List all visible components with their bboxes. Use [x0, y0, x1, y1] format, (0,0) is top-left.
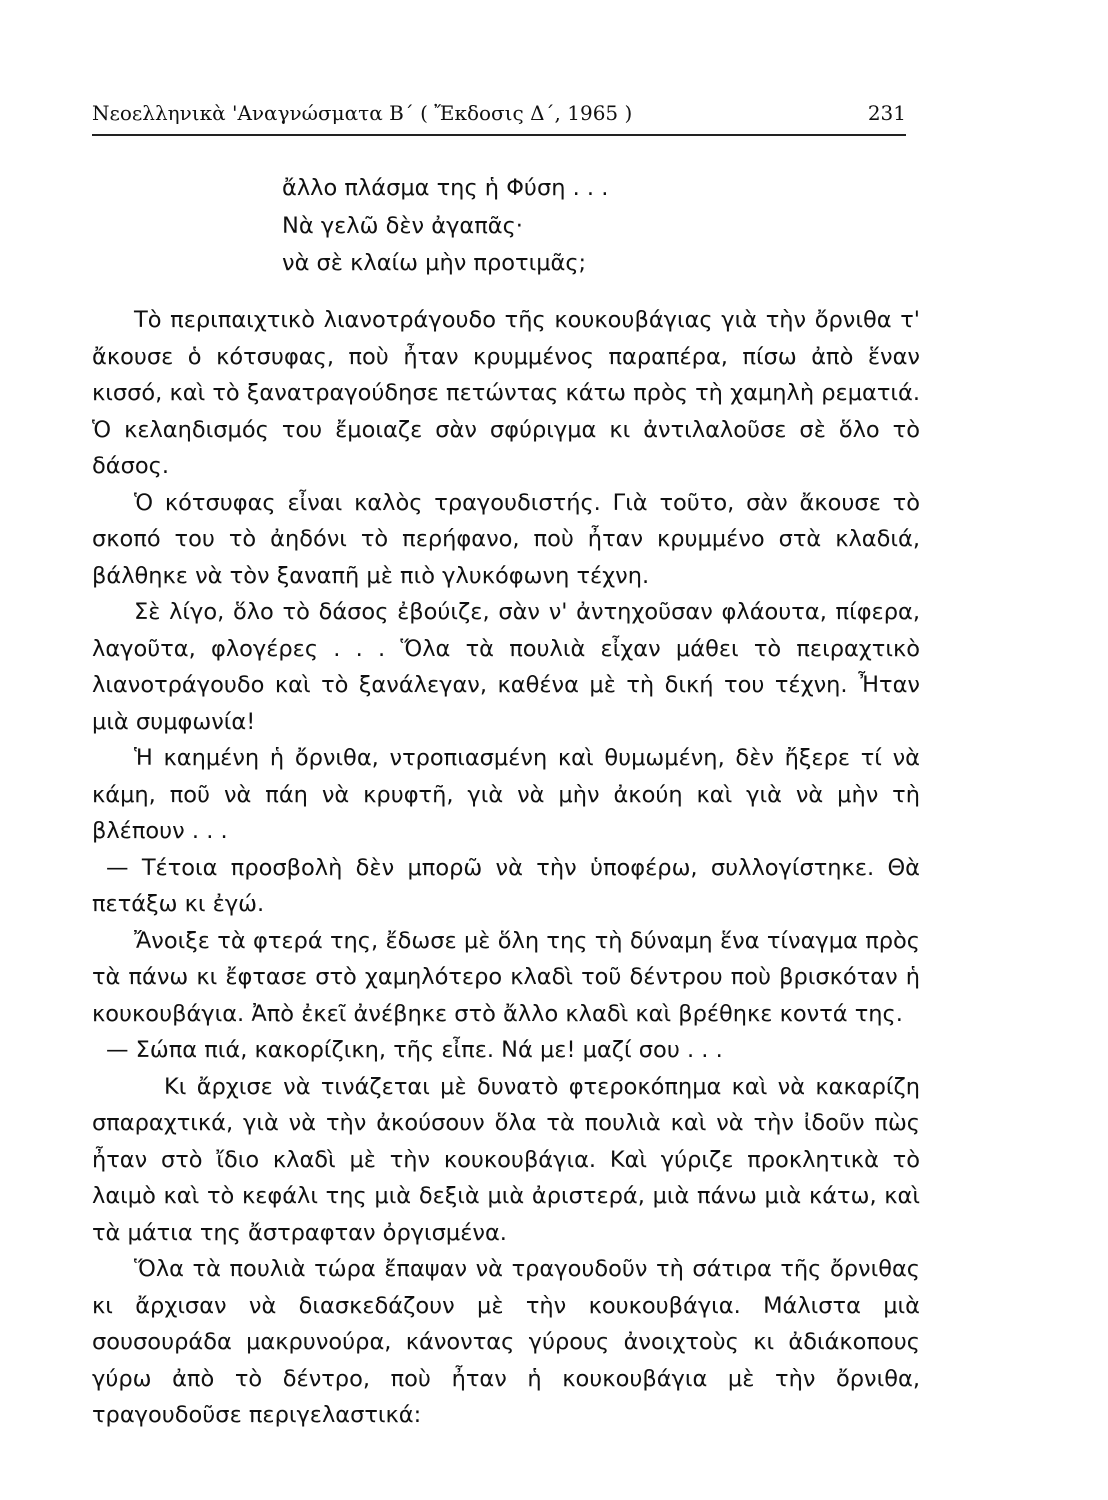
running-title: Νεοελληνικὰ 'Αναγνώσματα Β΄ ( Ἔκδοσις Δ΄, 1965 )	[92, 101, 633, 125]
verse-line: νὰ σὲ κλαίω μὴν προτιμᾶς;	[282, 250, 587, 276]
paragraph: Ἡ καημένη ἡ ὄρνιθα, ντροπιασμένη καὶ θυμωμένη, δὲν ἤξερε τί νὰ κάμη, ποῦ νὰ πάη νὰ κρυφτῆ, γιὰ νὰ μὴν ἀκούη καὶ γιὰ νὰ μὴν τὴ βλέπουν . . .	[92, 745, 920, 844]
paragraph: Τὸ περιπαιχτικὸ λιανοτράγουδο τῆς κουκουβάγιας γιὰ τὴν ὄρνιθα τ' ἄκουσε ὁ κότσυφας, ποὺ ἦταν κρυμμένος παραπέρα, πίσω ἀπὸ ἕναν κισσό, καὶ τὸ ξανατραγούδησε πετώντας κάτω πρὸς τὴ χαμηλὴ ρεματιά. Ὁ κελαηδισμός του ἔμοιαζε σὰν σφύριγμα κι ἀντιλαλοῦσε σὲ ὅλο τὸ δάσος.	[92, 307, 920, 479]
body-text	[92, 302, 920, 1434]
dialogue-line: — Σώπα πιά, κακορίζικη, τῆς εἶπε. Νά με! μαζί σου . . .	[106, 1037, 723, 1063]
running-header	[92, 96, 906, 130]
verse-block	[282, 170, 842, 283]
paragraph: Ἄνοιξε τὰ φτερά της, ἔδωσε μὲ ὅλη της τὴ δύναμη ἕνα τίναγμα πρὸς τὰ πάνω κι ἔφτασε στὸ χαμηλότερο κλαδὶ τοῦ δέντρου ποὺ βρισκόταν ἡ κουκουβάγια. Ἀπὸ ἐκεῖ ἀνέβηκε στὸ ἄλλο κλαδὶ καὶ βρέθηκε κοντά της.	[92, 927, 920, 1027]
paragraph: Ὁ κότσυφας εἶναι καλὸς τραγουδιστής. Γιὰ τοῦτο, σὰν ἄκουσε τὸ σκοπό του τὸ ἀηδόνι τὸ περήφανο, ποὺ ἦταν κρυμμένο στὰ κλαδιά, βάλθηκε νὰ τὸν ξαναπῆ μὲ πιὸ γλυκόφωνη τέχνη.	[92, 489, 920, 589]
paragraph: Σὲ λίγο, ὅλο τὸ δάσος ἐβούιζε, σὰν ν' ἀντηχοῦσαν φλάουτα, πίφερα, λαγοῦτα, φλογέρες . . . Ὅλα τὰ πουλιὰ εἶχαν μάθει τὸ πειραχτικὸ λιανοτράγουδο καὶ τὸ ξανάλεγαν, καθένα μὲ τὴ δική του τέχνη. Ἦταν μιὰ συμφωνία!	[92, 599, 920, 735]
page-number: 231	[867, 101, 906, 125]
paragraph: Κι ἄρχισε νὰ τινάζεται μὲ δυνατὸ φτεροκόπημα καὶ νὰ κακαρίζη σπαραχτικά, γιὰ νὰ τὴν ἀκούσουν ὅλα τὰ πουλιὰ καὶ νὰ τὴν ἰδοῦν πὼς ἦταν στὸ ἴδιο κλαδὶ μὲ τὴν κουκουβάγια. Καὶ γύριζε προκλητικὰ τὸ λαιμὸ καὶ τὸ κεφάλι της μιὰ δεξιὰ μιὰ ἀριστερά, μιὰ πάνω μιὰ κάτω, καὶ τὰ μάτια της ἄστραφταν ὀργισμένα.	[92, 1073, 920, 1246]
verse-line: ἄλλο πλάσμα της ἡ Φύση . . .	[282, 175, 609, 201]
paragraph: Ὅλα τὰ πουλιὰ τώρα ἔπαψαν νὰ τραγουδοῦν τὴ σάτιρα τῆς ὄρνιθας κι ἄρχισαν νὰ διασκεδάζουν μὲ τὴν κουκουβάγια. Μάλιστα μιὰ σουσουράδα μακρυνούρα, κάνοντας γύρους ἀνοιχτοὺς κι ἀδιάκοπους γύρω ἀπὸ τὸ δέντρο, ποὺ ἦταν ἡ κουκουβάγια μὲ τὴν ὄρνιθα, τραγουδοῦσε περιγελαστικά:	[92, 1256, 920, 1428]
dialogue-line: — Τέτοια προσβολὴ δὲν μπορῶ νὰ τὴν ὑποφέρω, συλλογίστηκε. Θὰ πετάξω κι ἐγώ.	[92, 854, 920, 917]
verse-line: Νὰ γελῶ δὲν ἀγαπᾶς·	[282, 212, 523, 239]
header-rule	[92, 134, 906, 136]
